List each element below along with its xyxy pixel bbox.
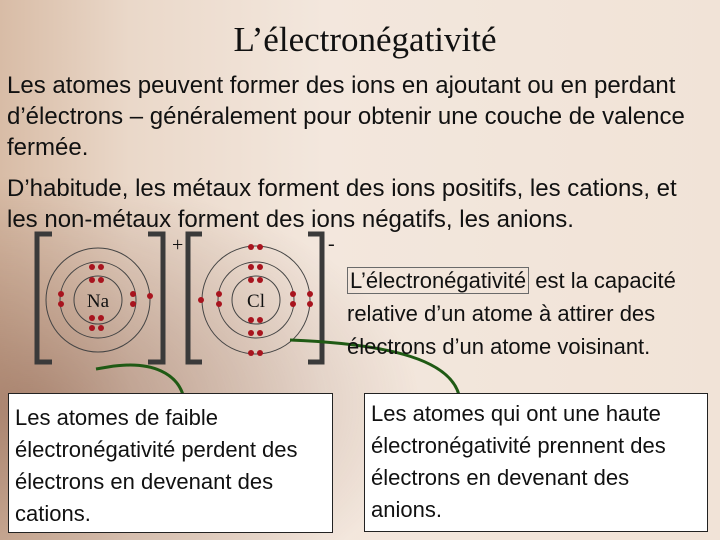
callout-low-electronegativity (8, 393, 333, 533)
sodium-valence-electron (147, 293, 153, 299)
sodium-atom (46, 248, 153, 352)
sodium-left-bracket (37, 234, 52, 362)
paragraph-ions: Les atomes peuvent former des ions en ajoutant ou en perdant d’électrons – généralement pour obtenir une couche de valence fermée. (7, 72, 685, 161)
sodium-charge: + (172, 234, 184, 256)
definition-term: L’électronégativité (347, 267, 529, 294)
callout-high-text: Les atomes qui ont une haute électronégativité prennent des électrons en devenant des anions. (371, 401, 666, 522)
chlorine-symbol: Cl (247, 291, 265, 312)
definition-body: est la capacité relative d’un atome à attirer des électrons d’un atome voisinant. (347, 268, 676, 359)
callout-low-text: Les atomes de faible électronégativité perdent des électrons en devenant des cations. (15, 405, 298, 526)
slide-title: L’électronégativité (233, 20, 497, 59)
sodium-symbol: Na (86, 291, 110, 312)
definition-text (347, 264, 717, 363)
callout-high-electronegativity (364, 393, 708, 532)
chlorine-charge: - (328, 233, 335, 255)
paragraph-cations-anions: D’habitude, les métaux forment des ions positifs, les cations, et les non-métaux forment des ions négatifs, les anions. (7, 175, 677, 233)
